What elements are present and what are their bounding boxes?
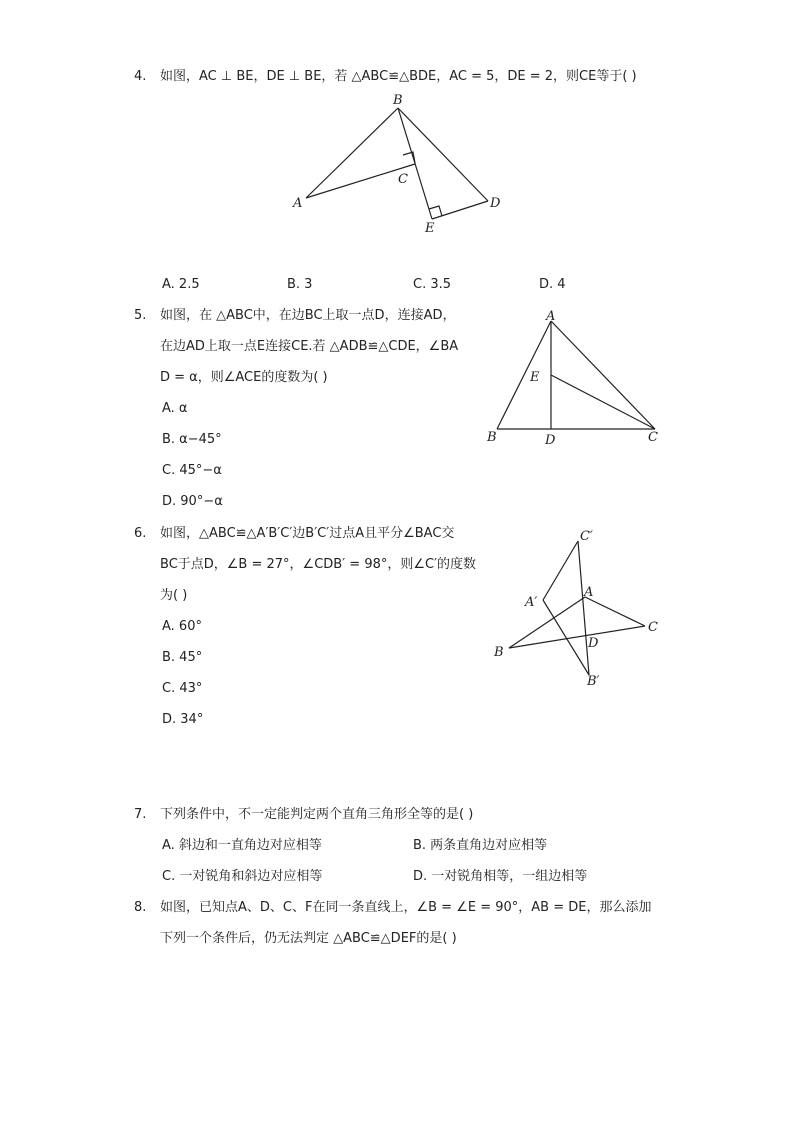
q8-number: 8. <box>134 900 147 915</box>
q6-stem-line-1: 如图，△ABC≌△A′B′C′边B′C′过点A且平分∠BAC交 <box>160 526 455 541</box>
q7-option-d[interactable]: D. 一对锐角相等，一组边相等 <box>413 869 588 884</box>
q7-option-a[interactable]: A. 斜边和一直角边对应相等 <box>162 838 322 853</box>
q6-option-c[interactable]: C. 43° <box>162 681 203 696</box>
q4-number: 4. <box>134 69 147 84</box>
q4-label-e: E <box>425 221 435 236</box>
q5-number: 5. <box>134 308 147 323</box>
q5-option-a[interactable]: A. α <box>162 401 188 416</box>
q6-label-d: D <box>588 636 599 651</box>
q7-option-b[interactable]: B. 两条直角边对应相等 <box>413 838 548 853</box>
q5-label-c: C <box>648 430 658 445</box>
q6-stem-line-3: 为( ) <box>160 588 188 603</box>
q5-stem-line-3: D = α，则∠ACE的度数为( ) <box>160 370 328 385</box>
q6-option-b[interactable]: B. 45° <box>162 650 203 665</box>
q5-label-d: D <box>545 433 556 448</box>
q5-label-a: A <box>546 309 556 324</box>
q4-option-b[interactable]: B. 3 <box>287 277 313 292</box>
q6-label-c1: C′ <box>580 529 593 544</box>
q6-figure <box>490 525 670 695</box>
q4-label-c: C <box>398 172 408 187</box>
q6-label-a: A <box>584 585 594 600</box>
q4-option-d[interactable]: D. 4 <box>539 277 566 292</box>
q4-label-b: B <box>393 93 403 108</box>
q4-stem: 如图，AC ⊥ BE，DE ⊥ BE，若 △ABC≌△BDE，AC = 5，DE = 2，则CE等于( ) <box>160 69 637 84</box>
q5-option-c[interactable]: C. 45°−α <box>162 463 222 478</box>
q7-number: 7. <box>134 807 147 822</box>
q5-stem-line-2: 在边AD上取一点E连接CE.若 △ADB≌△CDE，∠BA <box>160 339 459 354</box>
q4-option-a[interactable]: A. 2.5 <box>162 277 200 292</box>
q4-label-a: A <box>293 196 303 211</box>
q8-stem-line-1: 如图，已知点A、D、C、F在同一条直线上，∠B = ∠E = 90°，AB = DE，那么添加 <box>160 900 652 915</box>
q5-stem-line-1: 如图，在 △ABC中，在边BC上取一点D，连接AD， <box>160 308 456 323</box>
q4-option-c[interactable]: C. 3.5 <box>413 277 452 292</box>
q6-label-a1: A′ <box>525 595 538 610</box>
q6-label-c: C <box>648 620 658 635</box>
q7-option-c[interactable]: C. 一对锐角和斜边对应相等 <box>162 869 323 884</box>
q5-option-b[interactable]: B. α−45° <box>162 432 222 447</box>
q6-label-b: B <box>494 645 504 660</box>
q6-number: 6. <box>134 526 147 541</box>
q5-option-d[interactable]: D. 90°−α <box>162 494 223 509</box>
q4-label-d: D <box>490 196 501 211</box>
q6-option-d[interactable]: D. 34° <box>162 712 204 727</box>
q5-label-b: B <box>487 430 497 445</box>
q6-option-a[interactable]: A. 60° <box>162 619 202 634</box>
q7-stem: 下列条件中，不一定能判定两个直角三角形全等的是( ) <box>160 807 474 822</box>
q6-stem-line-2: BC于点D，∠B = 27°，∠CDB′ = 98°，则∠C′的度数 <box>160 557 477 572</box>
q8-stem-line-2: 下列一个条件后，仍无法判定 △ABC≌△DEF的是( ) <box>160 931 457 946</box>
q5-label-e: E <box>530 370 540 385</box>
q5-figure <box>485 305 665 450</box>
q6-label-b1: B′ <box>587 674 600 689</box>
q4-figure <box>290 90 510 240</box>
